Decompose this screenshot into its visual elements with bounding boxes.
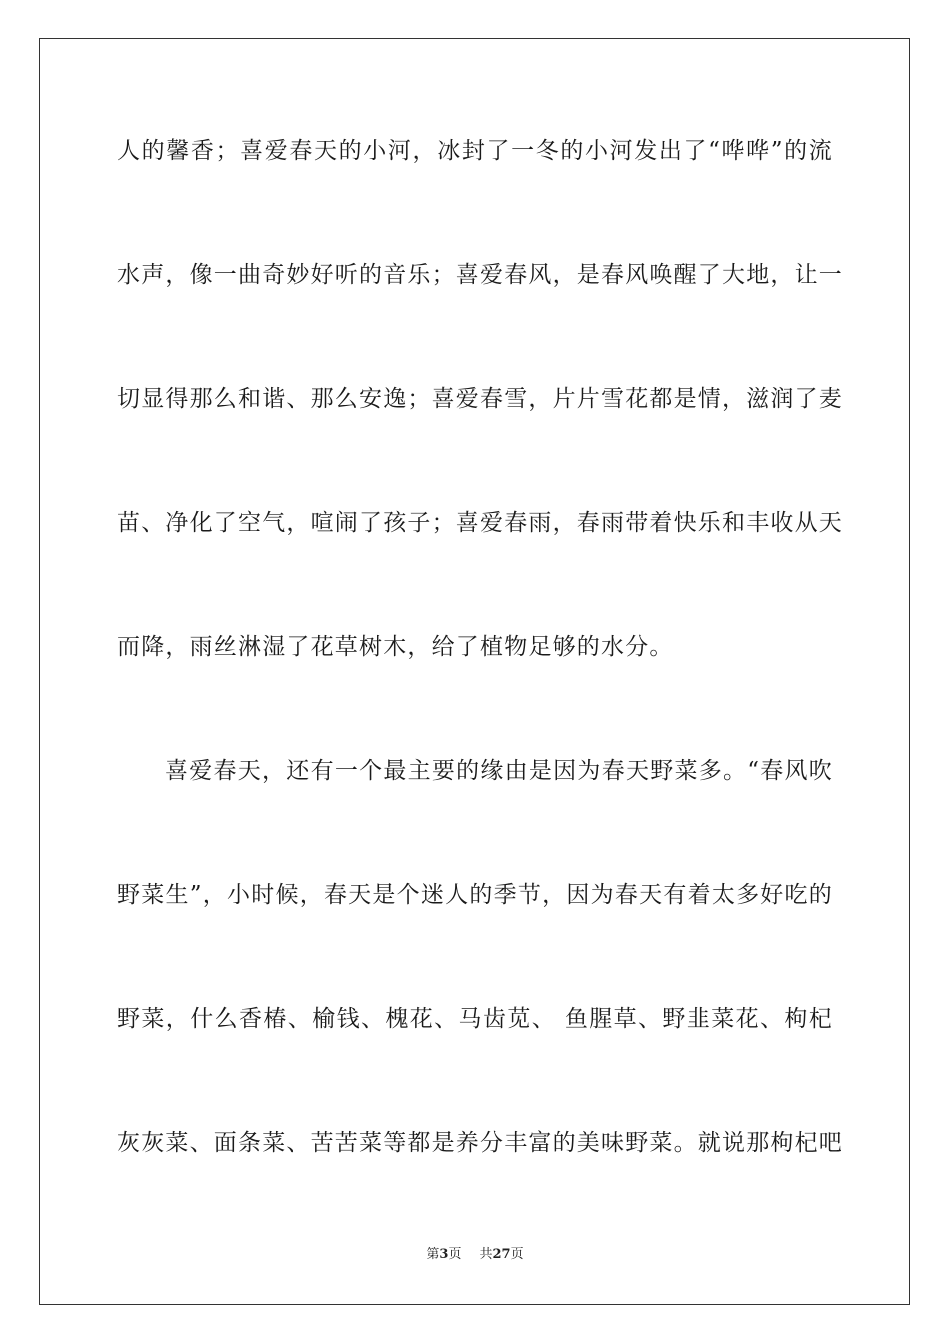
text-line-6-paragraph-start: 喜爱春天，还有一个最主要的缘由是因为春天野菜多。“春风吹 — [165, 758, 833, 784]
text-line-2: 水声，像一曲奇妙好听的音乐；喜爱春风，是春风唤醒了大地，让一 — [117, 262, 843, 288]
text-line-4: 苗、净化了空气，喧闹了孩子；喜爱春雨，春雨带着快乐和丰收从天 — [117, 510, 843, 536]
text-line-9: 灰灰菜、面条菜、苦苦菜等都是养分丰富的美味野菜。就说那枸杞吧 — [117, 1130, 843, 1156]
page-suffix: 页 — [448, 1247, 462, 1262]
page-number: 3 — [439, 1247, 449, 1262]
total-prefix: 共 — [479, 1247, 493, 1262]
page-border — [39, 38, 910, 1305]
text-line-5: 而降，雨丝淋湿了花草树木，给了植物足够的水分。 — [117, 634, 674, 660]
text-line-3: 切显得那么和谐、那么安逸；喜爱春雪，片片雪花都是情，滋润了麦 — [117, 386, 843, 412]
text-line-8: 野菜，什么香椿、榆钱、槐花、马齿苋、 鱼腥草、野韭菜花、枸杞 — [117, 1006, 833, 1032]
text-line-7: 野菜生”，小时候，春天是个迷人的季节，因为春天有着太多好吃的 — [117, 882, 833, 908]
page-prefix: 第 — [426, 1247, 440, 1262]
total-pages: 27 — [492, 1247, 511, 1262]
text-line-1: 人的馨香；喜爱春天的小河，冰封了一冬的小河发出了“哗哗”的流 — [117, 138, 833, 164]
page-footer — [0, 1247, 950, 1263]
total-suffix: 页 — [510, 1247, 524, 1262]
